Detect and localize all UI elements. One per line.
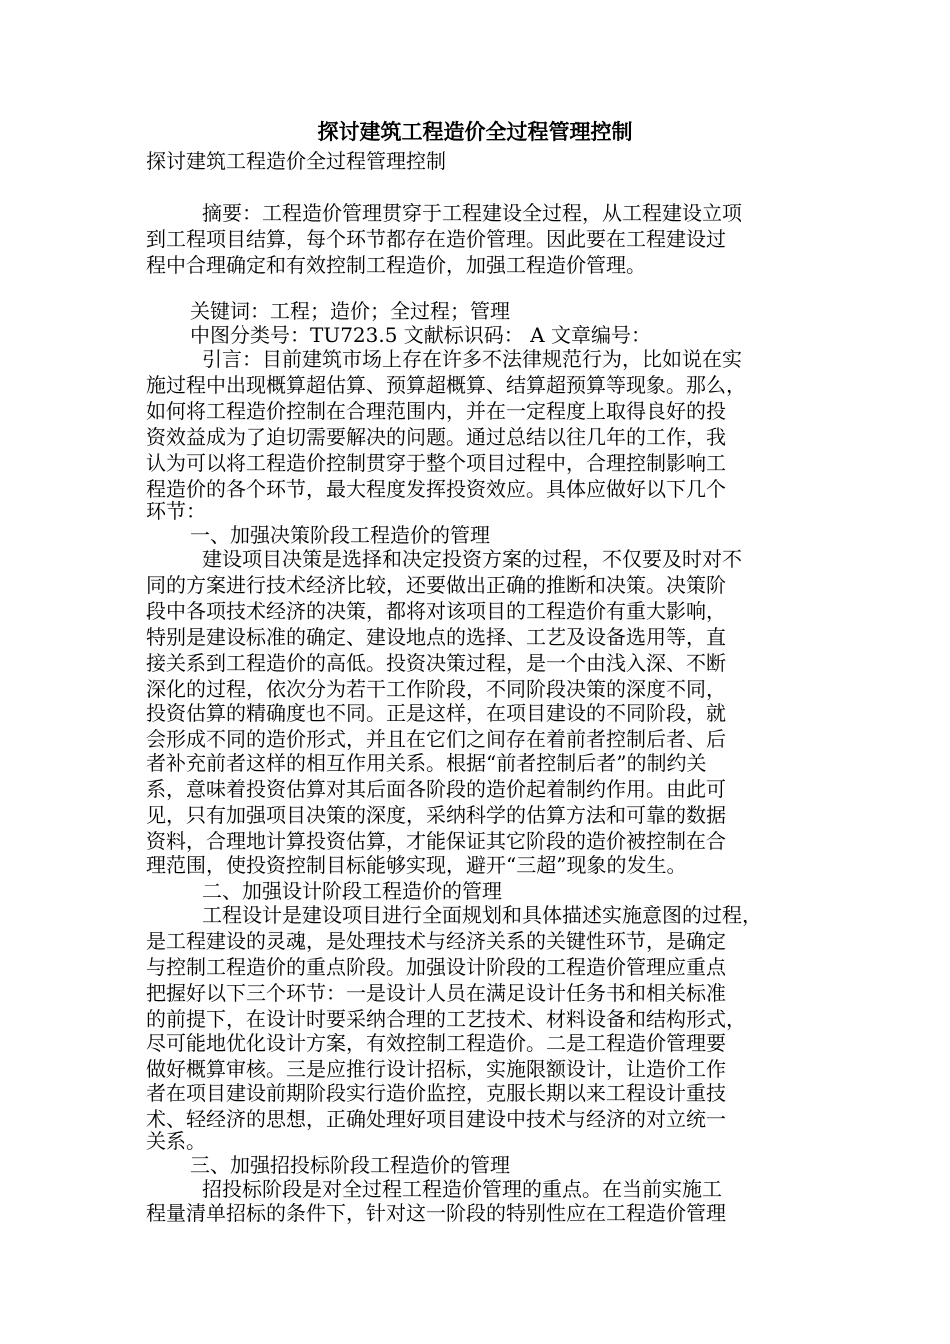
body-line: 尽可能地优化设计方案，有效控制工程造价。二是工程造价管理要 — [146, 1031, 726, 1055]
body-line: 深化的过程，依次分为若干工作阶段，不同阶段决策的深度不同， — [146, 677, 726, 701]
body-line: 段中各项技术经济的决策，都将对该项目的工程造价有重大影响， — [146, 599, 726, 623]
body-line: 会形成不同的造价形式，并且在它们之间存在着前者控制后者、后 — [146, 727, 726, 751]
intro-line: 环节： — [146, 499, 206, 523]
keywords-line: 关键词：工程；造价；全过程；管理 — [190, 299, 510, 323]
intro-line: 引言：目前建筑市场上存在许多不法律规范行为，比如说在实 — [202, 347, 742, 371]
body-line: 系，意味着投资估算对其后面各阶段的造价起着制约作用。由此可 — [146, 777, 726, 801]
body-line: 术、轻经济的思想，正确处理好项目建设中技术与经济的对立统一 — [146, 1107, 726, 1131]
body-line: 投资估算的精确度也不同。正是这样，在项目建设的不同阶段，就 — [146, 701, 726, 725]
body-line: 招投标阶段是对全过程工程造价管理的重点。在当前实施工 — [202, 1177, 722, 1201]
section-heading: 一、加强决策阶段工程造价的管理 — [190, 523, 490, 547]
body-line: 者在项目建设前期阶段实行造价监控，克服长期以来工程设计重技 — [146, 1081, 726, 1105]
intro-line: 程造价的各个环节，最大程度发挥投资效应。具体应做好以下几个 — [146, 477, 726, 501]
body-line: 程量清单招标的条件下，针对这一阶段的特别性应在工程造价管理 — [146, 1201, 726, 1225]
body-line: 理范围，使投资控制目标能够实现，避开“三超”现象的发生。 — [146, 853, 687, 877]
body-line: 见，只有加强项目决策的深度，采纳科学的估算方法和可靠的数据 — [146, 803, 726, 827]
body-line: 工程设计是建设项目进行全面规划和具体描述实施意图的过程， — [202, 903, 762, 927]
section-heading: 二、加强设计阶段工程造价的管理 — [202, 879, 502, 903]
section-heading: 三、加强招投标阶段工程造价的管理 — [190, 1153, 510, 1177]
subtitle-line: 探讨建筑工程造价全过程管理控制 — [146, 149, 446, 173]
body-line: 特别是建设标准的确定、建设地点的选择、工艺及设备选用等，直 — [146, 625, 726, 649]
document-title: 探讨建筑工程造价全过程管理控制 — [317, 119, 633, 144]
intro-line: 如何将工程造价控制在合理范围内，并在一定程度上取得良好的投 — [146, 399, 726, 423]
body-line: 接关系到工程造价的高低。投资决策过程，是一个由浅入深、不断 — [146, 651, 726, 675]
classification-line: 中图分类号：TU723.5 文献标识码： A 文章编号： — [190, 323, 651, 347]
intro-line: 资效益成为了迫切需要解决的问题。通过总结以往几年的工作，我 — [146, 425, 726, 449]
body-line: 的前提下，在设计时要采纳合理的工艺技术、材料设备和结构形式， — [146, 1007, 746, 1031]
body-line: 做好概算审核。三是应推行设计招标，实施限额设计，让造价工作 — [146, 1057, 726, 1081]
body-line: 同的方案进行技术经济比较，还要做出正确的推断和决策。决策阶 — [146, 573, 726, 597]
abstract-line: 摘要：工程造价管理贯穿于工程建设全过程，从工程建设立项 — [202, 201, 742, 225]
body-line: 与控制工程造价的重点阶段。加强设计阶段的工程造价管理应重点 — [146, 955, 726, 979]
intro-line: 施过程中出现概算超估算、预算超概算、结算超预算等现象。那么， — [146, 373, 746, 397]
abstract-line: 到工程项目结算，每个环节都存在造价管理。因此要在工程建设过 — [146, 227, 726, 251]
body-line: 把握好以下三个环节：一是设计人员在满足设计任务书和相关标准 — [146, 981, 726, 1005]
body-line: 者补充前者这样的相互作用关系。根据“前者控制后者”的制约关 — [146, 751, 707, 775]
body-line: 是工程建设的灵魂，是处理技术与经济关系的关键性环节，是确定 — [146, 929, 726, 953]
body-line: 建设项目决策是选择和决定投资方案的过程，不仅要及时对不 — [202, 547, 742, 571]
abstract-line: 程中合理确定和有效控制工程造价，加强工程造价管理。 — [146, 253, 646, 277]
body-line: 关系。 — [146, 1129, 206, 1153]
body-line: 资料，合理地计算投资估算，才能保证其它阶段的造价被控制在合 — [146, 829, 726, 853]
intro-line: 认为可以将工程造价控制贯穿于整个项目过程中，合理控制影响工 — [146, 451, 726, 475]
